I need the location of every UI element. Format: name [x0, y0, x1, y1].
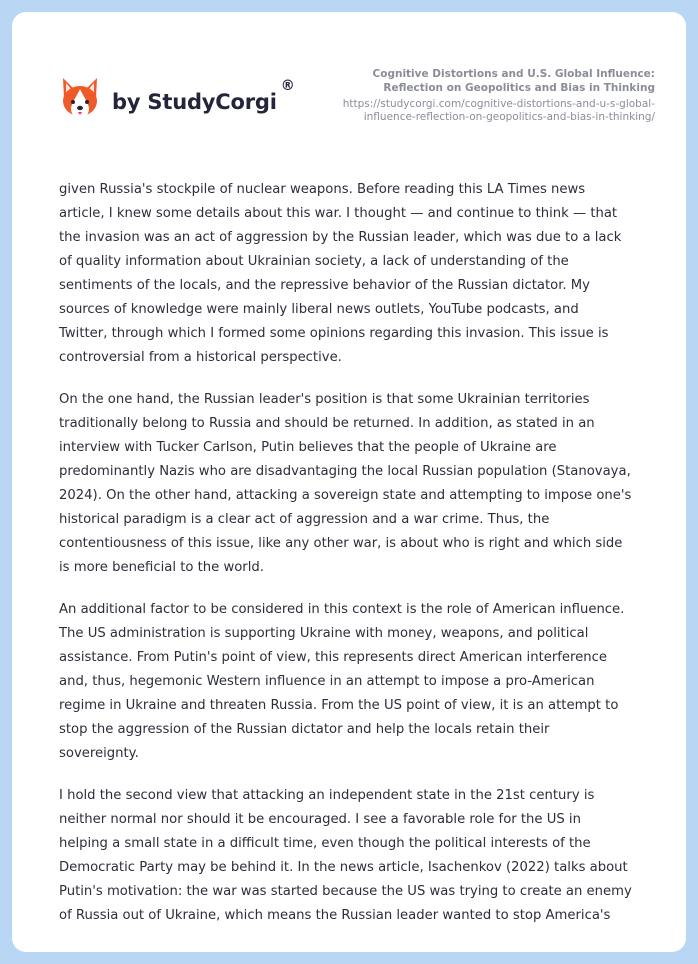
- paragraph-line: predominantly Nazis who are disadvantaging the local Russian population (Stanovaya,: [59, 464, 631, 479]
- document-title-line-2: Reflection on Geopolitics and Bias in Thinking: [383, 82, 655, 94]
- studycorgi-logo[interactable]: [60, 76, 295, 120]
- document-page: [12, 12, 686, 952]
- corgi-logo-icon: [60, 76, 100, 120]
- document-url[interactable]: [295, 98, 655, 124]
- paragraph-line: controversial from a historical perspective.: [59, 350, 342, 365]
- document-title-line-1: Cognitive Distortions and U.S. Global Influence:: [372, 68, 655, 80]
- body-paragraph: [59, 784, 659, 928]
- document-title: [295, 67, 655, 95]
- paragraph-line: contentiousness of this issue, like any other war, is about who is right and which side: [59, 536, 623, 551]
- paragraph-line: stop the aggression of the Russian dictator and help the locals retain their: [59, 722, 550, 737]
- paragraph-line: Democratic Party may be behind it. In the news article, Isachenkov (2022) talks about: [59, 860, 628, 875]
- paragraph-line: of Russia out of Ukraine, which means the Russian leader wanted to stop America's: [59, 908, 611, 923]
- paragraph-line: The US administration is supporting Ukraine with money, weapons, and political: [59, 626, 589, 641]
- brand-name: by StudyCorgi: [112, 90, 277, 114]
- registered-mark: ®: [280, 78, 295, 94]
- paragraph-line: An additional factor to be considered in this context is the role of American influence.: [59, 602, 625, 617]
- paragraph-line: I hold the second view that attacking an independent state in the 21st century is: [59, 788, 595, 803]
- paragraph-line: neither normal nor should it be encouraged. I see a favorable role for the US in: [59, 812, 581, 827]
- paragraph-line: helping a small state in a difficult time, even though the political interests of the: [59, 836, 591, 851]
- document-url-line-2: influence-reflection-on-geopolitics-and-bias-in-thinking/: [363, 111, 655, 123]
- paragraph-line: sovereignty.: [59, 746, 139, 761]
- document-url-line-1: https://studycorgi.com/cognitive-distortions-and-u-s-global-: [342, 98, 655, 110]
- body-paragraph: [59, 598, 659, 766]
- paragraph-line: of quality information about Ukrainian society, a lack of understanding of the: [59, 254, 569, 269]
- paragraph-line: Putin's motivation: the war was started because the US was trying to create an enemy: [59, 884, 632, 899]
- paragraph-line: Twitter, through which I formed some opinions regarding this invasion. This issue is: [59, 326, 609, 341]
- body-paragraph: [59, 388, 659, 580]
- paragraph-line: traditionally belong to Russia and should be returned. In addition, as stated in an: [59, 416, 595, 431]
- paragraph-line: given Russia's stockpile of nuclear weapons. Before reading this LA Times news: [59, 182, 586, 197]
- paragraph-line: regime in Ukraine and threaten Russia. From the US point of view, it is an attempt to: [59, 698, 619, 713]
- paragraph-line: sentiments of the locals, and the repressive behavior of the Russian dictator. My: [59, 278, 590, 293]
- document-meta: [295, 67, 655, 124]
- paragraph-line: is more beneficial to the world.: [59, 560, 264, 575]
- paragraph-line: and, thus, hegemonic Western influence in an attempt to impose a pro-American: [59, 674, 595, 689]
- paragraph-line: the invasion was an act of aggression by the Russian leader, which was due to a lack: [59, 230, 622, 245]
- paragraph-line: interview with Tucker Carlson, Putin believes that the people of Ukraine are: [59, 440, 557, 455]
- paragraph-line: On the one hand, the Russian leader's position is that some Ukrainian territories: [59, 392, 590, 407]
- paragraph-line: 2024). On the other hand, attacking a sovereign state and attempting to impose one's: [59, 488, 632, 503]
- paragraph-line: historical paradigm is a clear act of aggression and a war crime. Thus, the: [59, 512, 550, 527]
- body-paragraph: [59, 178, 659, 370]
- document-body: [59, 178, 659, 946]
- paragraph-line: assistance. From Putin's point of view, this represents direct American interference: [59, 650, 607, 665]
- paragraph-line: article, I knew some details about this war. I thought — and continue to think — that: [59, 206, 618, 221]
- paragraph-line: sources of knowledge were mainly liberal news outlets, YouTube podcasts, and: [59, 302, 579, 317]
